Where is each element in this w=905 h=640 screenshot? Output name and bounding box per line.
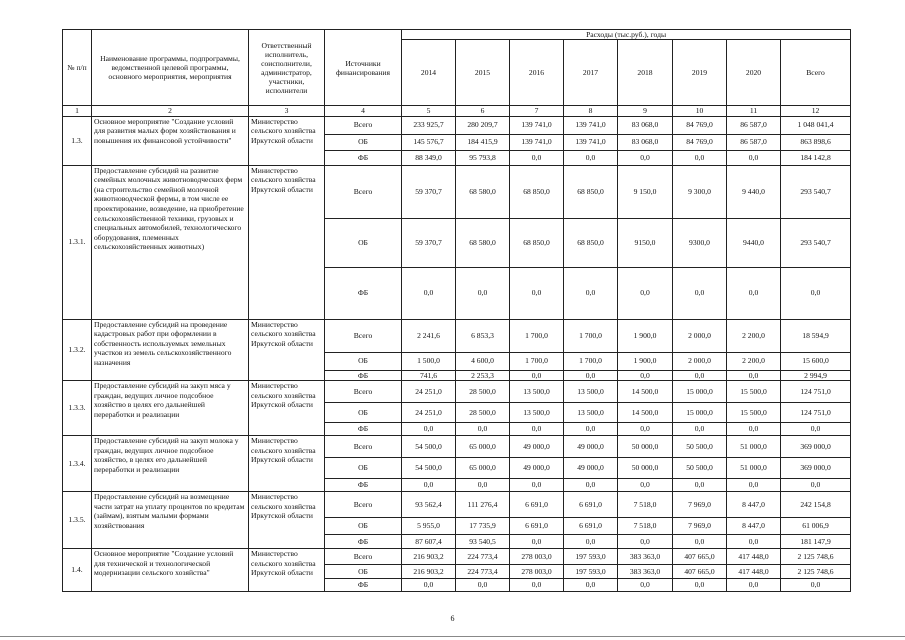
year-value: 68 580,0 [456,165,510,218]
year-value: 0,0 [510,479,564,492]
funding-source: ОБ [325,218,402,267]
year-value: 13 500,0 [564,403,618,423]
item-name: Основное мероприятие "Создание условий для технической и технологической модернизации сельского хозяйства" [92,549,249,592]
header-year: 2020 [727,40,781,106]
year-value: 24 251,0 [402,403,456,423]
year-value: 59 370,7 [402,218,456,267]
year-value: 65 000,0 [456,458,510,479]
year-value: 49 000,0 [564,436,618,458]
year-value: 383 363,0 [618,565,673,579]
column-number: 5 [402,106,456,117]
year-value: 24 251,0 [402,381,456,403]
total-value: 2 125 748,6 [781,549,851,565]
column-number: 6 [456,106,510,117]
year-value: 139 741,0 [564,116,618,134]
year-value: 83 068,0 [618,134,673,150]
item-executor: Министерство сельского хозяйства Иркутской области [249,116,325,165]
column-number: 10 [673,106,727,117]
budget-table [62,29,851,592]
funding-source: Всего [325,165,402,218]
item-number: 1.3.5. [63,492,92,549]
total-value: 2 994,9 [781,370,851,381]
total-value: 0,0 [781,579,851,592]
page-number: 6 [450,614,455,623]
year-value: 0,0 [456,479,510,492]
item-name: Предоставление субсидий на проведение кадастровых работ при оформлении в собственность используемых земельных участков из земель сельскохозяйственного назначения [92,319,249,381]
column-number: 4 [325,106,402,117]
year-value: 2 000,0 [673,352,727,370]
header-total: Всего [781,40,851,106]
year-value: 0,0 [510,579,564,592]
header-expenses: Расходы (тыс.руб.), годы [402,30,851,40]
year-value: 68 850,0 [510,165,564,218]
year-value: 1 900,0 [618,352,673,370]
header-source: Источники финансирования [325,30,402,106]
item-executor: Министерство сельского хозяйства Иркутской области [249,165,325,319]
column-number: 8 [564,106,618,117]
year-value: 65 000,0 [456,436,510,458]
year-value: 51 000,0 [727,436,781,458]
funding-source: Всего [325,381,402,403]
year-value: 216 903,2 [402,565,456,579]
column-number: 11 [727,106,781,117]
year-value: 0,0 [402,423,456,436]
year-value: 0,0 [618,535,673,549]
year-value: 4 600,0 [456,352,510,370]
year-value: 1 700,0 [510,352,564,370]
year-value: 8 447,0 [727,492,781,518]
year-value: 741,6 [402,370,456,381]
column-number: 12 [781,106,851,117]
item-name: Основное мероприятие "Создание условий для развития малых форм хозяйствования и повышения их финансовой устойчивости" [92,116,249,165]
year-value: 278 003,0 [510,549,564,565]
year-value: 7 518,0 [618,518,673,535]
year-value: 49 000,0 [564,458,618,479]
year-value: 184 415,9 [456,134,510,150]
year-value: 0,0 [618,479,673,492]
year-value: 93 562,4 [402,492,456,518]
funding-source: ОБ [325,134,402,150]
year-value: 51 000,0 [727,458,781,479]
item-executor: Министерство сельского хозяйства Иркутской области [249,549,325,592]
year-value: 13 500,0 [564,381,618,403]
funding-source: ОБ [325,458,402,479]
scan-edge-divider [0,636,905,637]
table-row [63,436,851,458]
year-value: 84 769,0 [673,116,727,134]
year-value: 87 607,4 [402,535,456,549]
year-value: 224 773,4 [456,549,510,565]
year-value: 95 793,8 [456,150,510,165]
year-value: 84 769,0 [673,134,727,150]
year-value: 0,0 [402,267,456,319]
year-value: 6 691,0 [510,518,564,535]
item-name: Предоставление субсидий на возмещение части затрат на уплату процентов по кредитам (займам), взятым малыми формами хозяйствования [92,492,249,549]
item-executor: Министерство сельского хозяйства Иркутской области [249,381,325,436]
year-value: 417 448,0 [727,565,781,579]
year-value: 0,0 [510,535,564,549]
total-value: 2 125 748,6 [781,565,851,579]
year-value: 59 370,7 [402,165,456,218]
total-value: 369 000,0 [781,436,851,458]
year-value: 9 300,0 [673,165,727,218]
year-value: 139 741,0 [510,116,564,134]
year-value: 224 773,4 [456,565,510,579]
year-value: 0,0 [673,479,727,492]
total-value: 0,0 [781,267,851,319]
header-executor: Ответственный исполнитель, соисполнители, администратор, участники, исполнители [249,30,325,106]
header-name: Наименование программы, подпрограммы, ведомственной целевой программы, основного мероприятия, мероприятия [92,30,249,106]
item-name: Предоставление субсидий на развитие семейных молочных животноводческих ферм (на строительство семейной молочной животноводческой фермы, в том числе ее проектирование, возведение, на приобретение сельскохозяйственной техники, грузовых и специальных автомобилей, технологического оборудования, племенных сельскохозяйственных животных) [92,165,249,319]
item-number: 1.3.2. [63,319,92,381]
year-value: 0,0 [564,579,618,592]
total-value: 61 006,9 [781,518,851,535]
year-value: 7 969,0 [673,518,727,535]
year-value: 0,0 [673,370,727,381]
total-value: 184 142,8 [781,150,851,165]
year-value: 407 665,0 [673,549,727,565]
year-value: 54 500,0 [402,458,456,479]
funding-source: Всего [325,549,402,565]
item-executor: Министерство сельского хозяйства Иркутской области [249,319,325,381]
year-value: 50 500,0 [673,436,727,458]
year-value: 0,0 [564,535,618,549]
year-value: 139 741,0 [510,134,564,150]
year-value: 0,0 [564,423,618,436]
total-value: 863 898,6 [781,134,851,150]
year-value: 0,0 [456,267,510,319]
year-value: 15 500,0 [727,403,781,423]
year-value: 50 500,0 [673,458,727,479]
header-year: 2018 [618,40,673,106]
year-value: 9150,0 [618,218,673,267]
year-value: 6 853,3 [456,319,510,352]
year-value: 2 253,3 [456,370,510,381]
year-value: 0,0 [727,535,781,549]
year-value: 68 850,0 [510,218,564,267]
year-value: 233 925,7 [402,116,456,134]
item-number: 1.3.3. [63,381,92,436]
year-value: 216 903,2 [402,549,456,565]
column-number: 9 [618,106,673,117]
year-value: 145 576,7 [402,134,456,150]
year-value: 0,0 [564,370,618,381]
year-value: 0,0 [618,579,673,592]
year-value: 6 691,0 [564,492,618,518]
year-value: 15 000,0 [673,381,727,403]
year-value: 0,0 [618,150,673,165]
year-value: 0,0 [618,267,673,319]
year-value: 383 363,0 [618,549,673,565]
year-value: 6 691,0 [564,518,618,535]
table-row [63,492,851,518]
year-value: 9300,0 [673,218,727,267]
total-value: 0,0 [781,479,851,492]
year-value: 68 580,0 [456,218,510,267]
year-value: 0,0 [727,479,781,492]
item-name: Предоставление субсидий на закуп мяса у граждан, ведущих личное подсобное хозяйство в целях его дальнейшей переработки и реализации [92,381,249,436]
year-value: 49 000,0 [510,436,564,458]
year-value: 8 447,0 [727,518,781,535]
year-value: 0,0 [727,267,781,319]
table-body [63,116,851,592]
year-value: 0,0 [673,267,727,319]
year-value: 7 969,0 [673,492,727,518]
year-value: 83 068,0 [618,116,673,134]
year-value: 9440,0 [727,218,781,267]
year-value: 197 593,0 [564,565,618,579]
year-value: 0,0 [510,150,564,165]
column-number: 3 [249,106,325,117]
header-year: 2019 [673,40,727,106]
year-value: 0,0 [673,579,727,592]
total-value: 369 000,0 [781,458,851,479]
funding-source: ОБ [325,352,402,370]
total-value: 293 540,7 [781,165,851,218]
item-executor: Министерство сельского хозяйства Иркутской области [249,492,325,549]
year-value: 28 500,0 [456,381,510,403]
year-value: 197 593,0 [564,549,618,565]
item-name: Предоставление субсидий на закуп молока у граждан, ведущих личное подсобное хозяйство, в целях его дальнейшей переработки и реализации [92,436,249,492]
year-value: 0,0 [402,479,456,492]
year-value: 17 735,9 [456,518,510,535]
year-value: 50 000,0 [618,436,673,458]
total-value: 18 594,9 [781,319,851,352]
table-row [63,116,851,134]
year-value: 9 440,0 [727,165,781,218]
year-value: 1 900,0 [618,319,673,352]
table-row [63,381,851,403]
year-value: 0,0 [402,579,456,592]
column-number: 1 [63,106,92,117]
year-value: 0,0 [618,370,673,381]
funding-source: ФБ [325,267,402,319]
year-value: 0,0 [727,423,781,436]
year-value: 0,0 [673,535,727,549]
item-number: 1.3.4. [63,436,92,492]
year-value: 13 500,0 [510,403,564,423]
header-num: № п/п [63,30,92,106]
table-row [63,549,851,565]
total-value: 242 154,8 [781,492,851,518]
year-value: 0,0 [727,370,781,381]
year-value: 28 500,0 [456,403,510,423]
year-value: 280 209,7 [456,116,510,134]
year-value: 1 700,0 [564,319,618,352]
year-value: 0,0 [456,579,510,592]
year-value: 417 448,0 [727,549,781,565]
year-value: 14 500,0 [618,381,673,403]
year-value: 14 500,0 [618,403,673,423]
year-value: 0,0 [727,579,781,592]
total-value: 1 048 041,4 [781,116,851,134]
year-value: 0,0 [456,423,510,436]
year-value: 1 700,0 [510,319,564,352]
year-value: 15 000,0 [673,403,727,423]
year-value: 0,0 [564,479,618,492]
funding-source: ОБ [325,518,402,535]
year-value: 6 691,0 [510,492,564,518]
item-number: 1.3.1. [63,165,92,319]
year-value: 68 850,0 [564,165,618,218]
header-year: 2014 [402,40,456,106]
item-number: 1.4. [63,549,92,592]
year-value: 0,0 [510,370,564,381]
year-value: 139 741,0 [564,134,618,150]
year-value: 2 000,0 [673,319,727,352]
funding-source: Всего [325,116,402,134]
table-row [63,319,851,352]
funding-source: ФБ [325,150,402,165]
item-number: 1.3. [63,116,92,165]
year-value: 5 955,0 [402,518,456,535]
total-value: 124 751,0 [781,403,851,423]
funding-source: Всего [325,492,402,518]
year-value: 0,0 [564,150,618,165]
funding-source: Всего [325,436,402,458]
year-value: 86 587,0 [727,134,781,150]
funding-source: Всего [325,319,402,352]
item-executor: Министерство сельского хозяйства Иркутской области [249,436,325,492]
year-value: 13 500,0 [510,381,564,403]
header-year: 2016 [510,40,564,106]
document-page [62,29,851,592]
year-value: 111 276,4 [456,492,510,518]
year-value: 0,0 [564,267,618,319]
year-value: 93 540,5 [456,535,510,549]
year-value: 2 241,6 [402,319,456,352]
year-value: 49 000,0 [510,458,564,479]
year-value: 1 700,0 [564,352,618,370]
year-value: 54 500,0 [402,436,456,458]
total-value: 124 751,0 [781,381,851,403]
year-value: 15 500,0 [727,381,781,403]
funding-source: ФБ [325,479,402,492]
column-number: 2 [92,106,249,117]
total-value: 0,0 [781,423,851,436]
year-value: 7 518,0 [618,492,673,518]
year-value: 0,0 [673,423,727,436]
funding-source: ФБ [325,535,402,549]
year-value: 0,0 [618,423,673,436]
year-value: 278 003,0 [510,565,564,579]
year-value: 86 587,0 [727,116,781,134]
header-year: 2015 [456,40,510,106]
table-row [63,165,851,218]
funding-source: ОБ [325,565,402,579]
year-value: 0,0 [727,150,781,165]
year-value: 88 349,0 [402,150,456,165]
funding-source: ФБ [325,579,402,592]
funding-source: ОБ [325,403,402,423]
year-value: 407 665,0 [673,565,727,579]
year-value: 2 200,0 [727,352,781,370]
total-value: 15 600,0 [781,352,851,370]
funding-source: ФБ [325,370,402,381]
year-value: 0,0 [673,150,727,165]
column-numbers-row [63,106,851,117]
column-number: 7 [510,106,564,117]
year-value: 2 200,0 [727,319,781,352]
year-value: 9 150,0 [618,165,673,218]
year-value: 1 500,0 [402,352,456,370]
year-value: 50 000,0 [618,458,673,479]
year-value: 0,0 [510,423,564,436]
year-value: 68 850,0 [564,218,618,267]
funding-source: ФБ [325,423,402,436]
header-year: 2017 [564,40,618,106]
total-value: 181 147,9 [781,535,851,549]
year-value: 0,0 [510,267,564,319]
total-value: 293 540,7 [781,218,851,267]
